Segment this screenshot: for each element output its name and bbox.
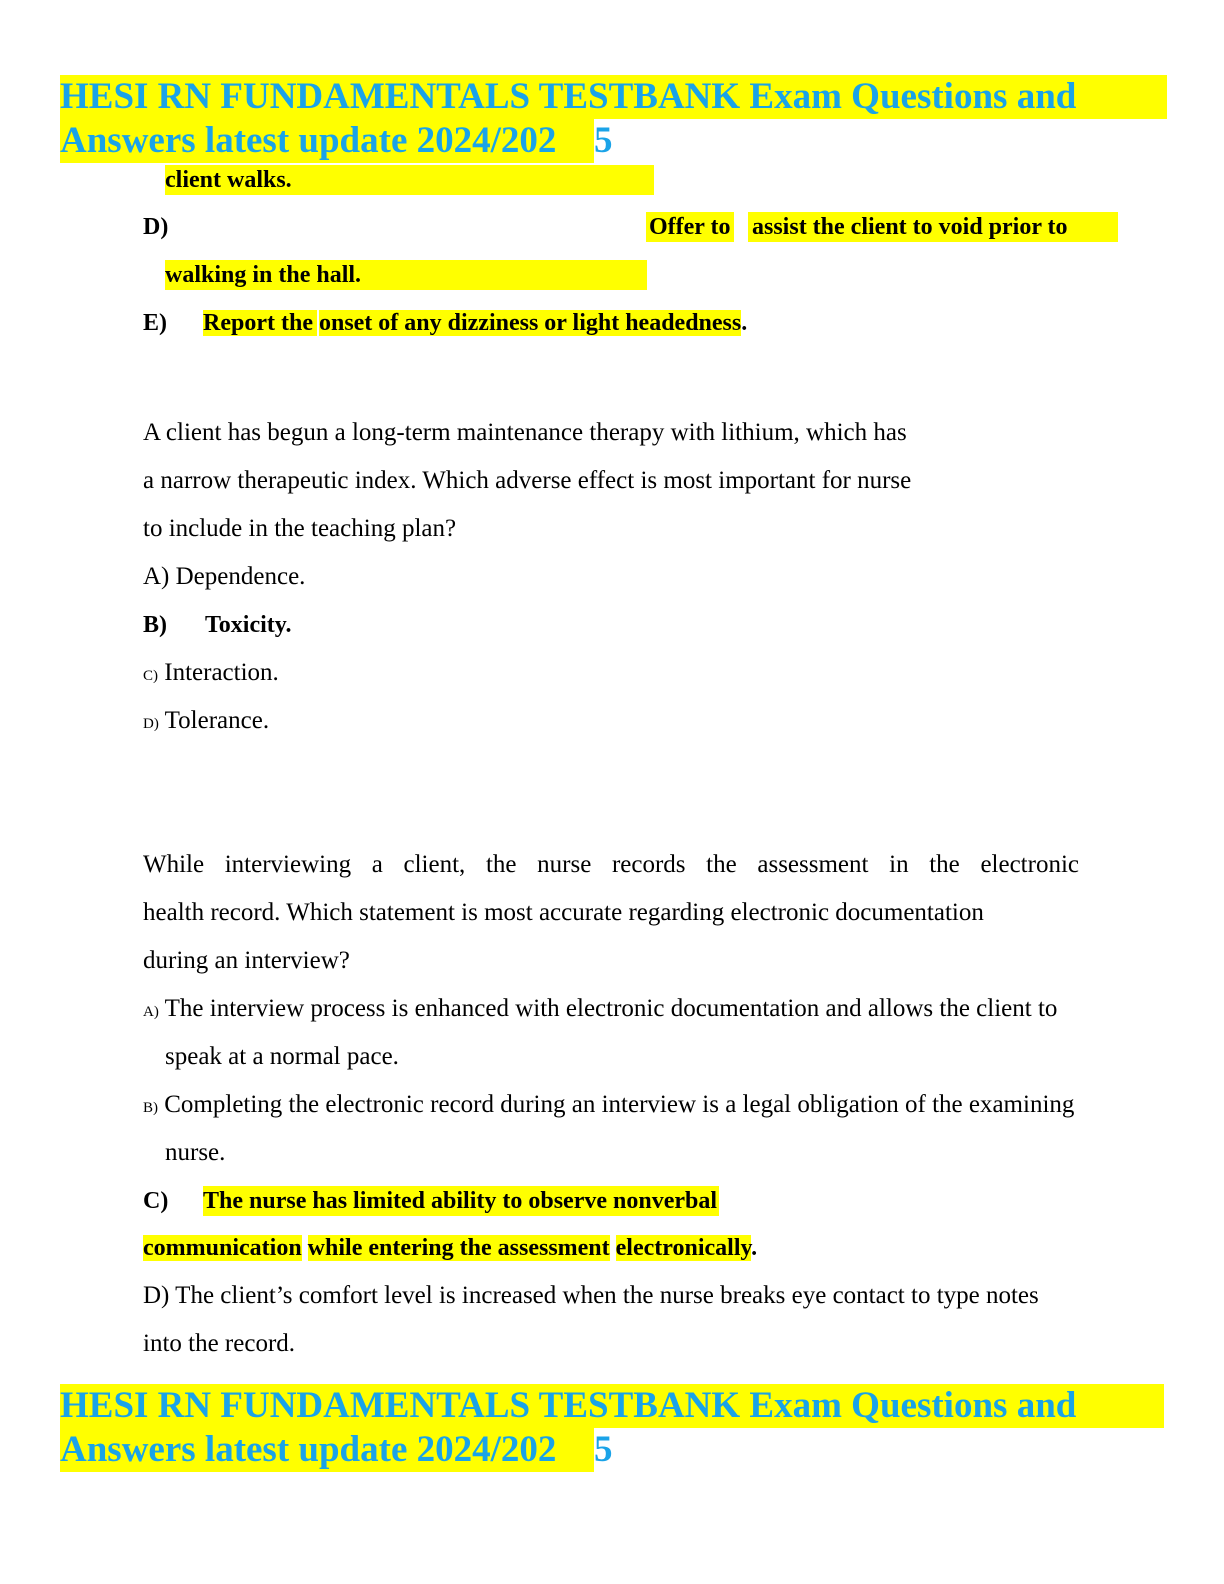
lithium-option-d-text: Tolerance. — [164, 707, 270, 734]
ehr-option-a-text: The interview process is enhanced with electronic documentation and allows the client to — [164, 995, 1058, 1022]
question-lithium-stem-line3: to include in the teaching plan? — [143, 515, 457, 542]
option-e-text-part2: onset of any dizziness or light headedness — [318, 310, 742, 336]
footer-title-tail: 5 — [594, 1429, 613, 1470]
option-e-text-part1: Report the — [203, 310, 317, 336]
ehr-option-d-line2: into the record. — [143, 1330, 296, 1357]
lithium-option-c-label: C) — [143, 668, 158, 684]
ehr-option-c-line1: The nurse has limited ability to observe nonverbal — [203, 1188, 718, 1214]
ehr-option-d-line1: D) The client’s comfort level is increased when the nurse breaks eye contact to type notes — [143, 1282, 1039, 1309]
footer-title-line1: HESI RN FUNDAMENTALS TESTBANK Exam Questions and — [60, 1384, 1164, 1428]
question-lithium-stem-line2: a narrow therapeutic index. Which adverse effect is most important for nurse — [143, 467, 912, 494]
ehr-option-b-label: B) — [143, 1100, 158, 1116]
header-title-line2: Answers latest update 2024/202 — [60, 119, 594, 163]
ehr-option-b — [143, 1090, 1074, 1123]
ehr-option-c-period: . — [751, 1235, 758, 1261]
lithium-option-d-label: D) — [143, 716, 159, 732]
question-ehr-stem-line2: health record. Which statement is most accurate regarding electronic documentation — [143, 899, 984, 926]
ehr-option-a-line2: speak at a normal pace. — [165, 1043, 399, 1070]
header-title-line1: HESI RN FUNDAMENTALS TESTBANK Exam Questions and — [60, 75, 1167, 119]
lithium-option-c — [143, 658, 279, 691]
lithium-option-b-text: Toxicity. — [205, 612, 292, 638]
option-d-text-part2: assist the client to void prior to — [748, 212, 1118, 242]
option-d-label: D) — [143, 214, 169, 240]
lithium-option-c-text: Interaction. — [164, 659, 279, 686]
question-lithium-stem-line1: A client has begun a long-term maintenance therapy with lithium, which has — [143, 419, 907, 446]
ehr-option-a-label: A) — [143, 1004, 159, 1020]
header-top — [60, 75, 1167, 163]
ehr-option-c-part1: communication — [143, 1235, 302, 1261]
option-c-tail: client walks. — [165, 165, 654, 195]
header-bottom — [60, 1384, 1164, 1472]
ehr-option-a — [143, 994, 1057, 1027]
option-e-text — [203, 308, 747, 338]
option-d-text-line2: walking in the hall. — [165, 260, 647, 290]
ehr-option-c-part3: electronically — [615, 1235, 752, 1261]
ehr-option-b-text: Completing the electronic record during an interview is a legal obligation of the examining — [164, 1091, 1075, 1118]
lithium-option-a: A) Dependence. — [143, 563, 306, 590]
option-d-text-part1: Offer to — [646, 212, 734, 242]
lithium-option-b-label: B) — [143, 612, 167, 638]
ehr-option-c-part2: while entering the assessment — [307, 1235, 610, 1261]
question-ehr-stem-line3: during an interview? — [143, 947, 350, 974]
ehr-option-c-label: C) — [143, 1188, 169, 1214]
option-e-period: . — [741, 310, 748, 336]
ehr-option-c-line2 — [143, 1233, 757, 1263]
lithium-option-d — [143, 706, 269, 739]
header-title-tail: 5 — [594, 120, 613, 161]
footer-title-line2: Answers latest update 2024/202 — [60, 1428, 594, 1472]
option-e-label: E) — [143, 310, 167, 336]
question-ehr-stem-line1: While interviewing a client, the nurse records the assessment in the electronic — [143, 851, 1079, 878]
ehr-option-b-line2: nurse. — [165, 1139, 226, 1166]
